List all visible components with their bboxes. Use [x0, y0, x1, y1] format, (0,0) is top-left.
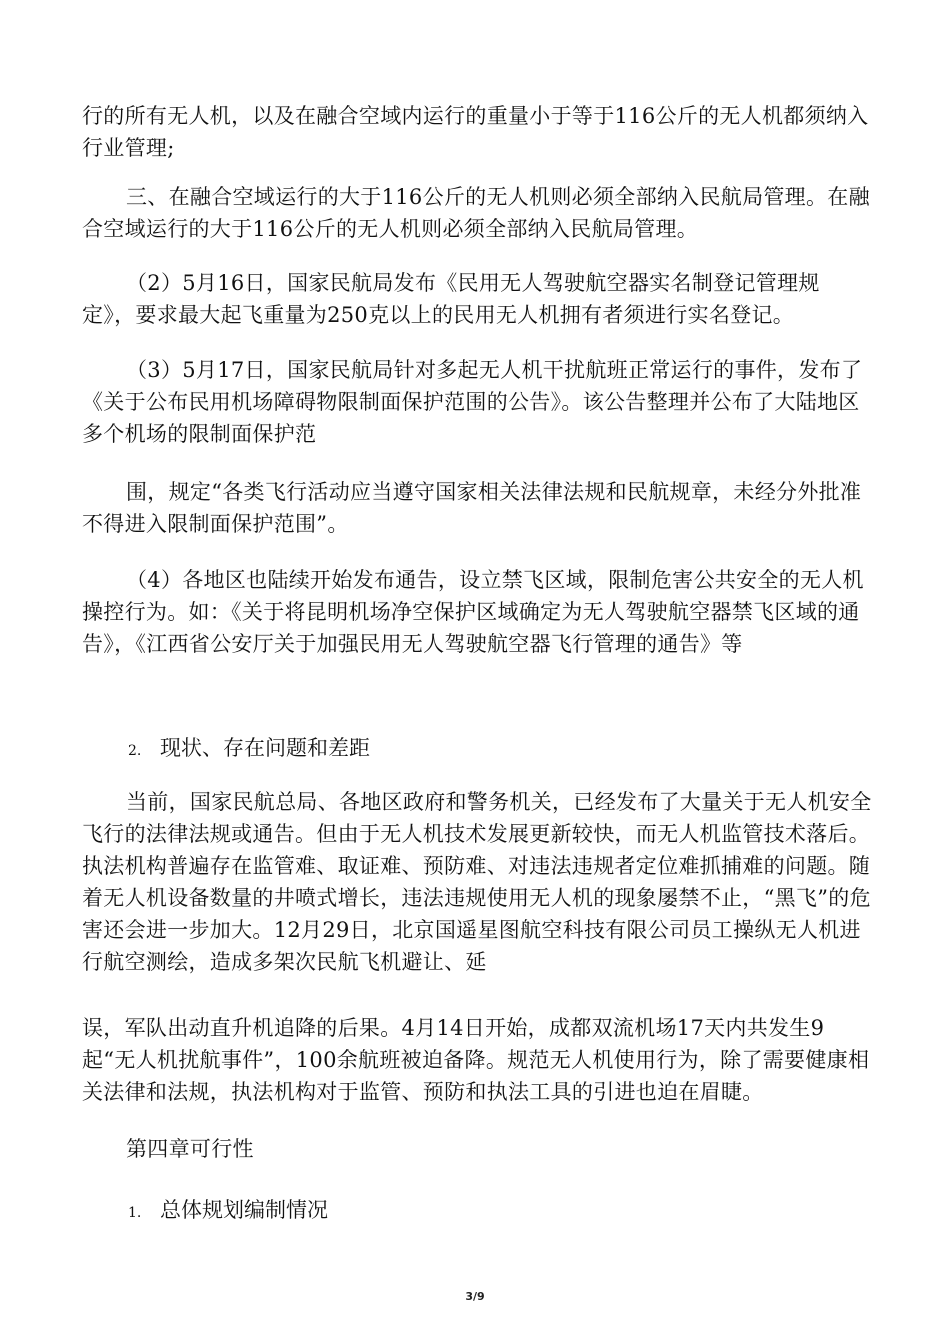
paragraph: 三、在融合空域运行的大于116公斤的无人机则必须全部纳入民航局管理。在融合空域运行的大于116公斤的无人机则必须全部纳入民航局管理。 [82, 185, 870, 241]
section-heading [128, 1194, 328, 1229]
chapter-title: 第四章可行性 [126, 1137, 254, 1161]
section-heading [128, 732, 370, 767]
heading-number: 2. [128, 743, 142, 759]
paragraph: 行的所有无人机，以及在融合空域内运行的重量小于等于116公斤的无人机都须纳入行业管理; [82, 104, 869, 160]
page-number: 3/9 [465, 1290, 485, 1303]
paragraph: 当前，国家民航总局、各地区政府和警务机关，已经发布了大量关于无人机安全飞行的法律法规或通告。但由于无人机技术发展更新较快，而无人机监管技术落后。执法机构普遍存在监管难、取证难、预防难、对违法违规者定位难抓捕难的问题。随着无人机设备数量的井喷式增长，违法违规使用无人机的现象屡禁不止，“黑飞”的危害还会进一步加大。12月29日，北京国遥星图航空科技有限公司员工操纵无人机进行航空测绘，造成多架次民航飞机避让、延 [82, 790, 872, 974]
paragraph: （2）5月16日，国家民航局发布《民用无人驾驶航空器实名制登记管理规定》，要求最大起飞重量为250克以上的民用无人机拥有者须进行实名登记。 [82, 271, 820, 327]
heading-text: 总体规划编制情况 [160, 1198, 328, 1222]
paragraph: （4）各地区也陆续开始发布通告，设立禁飞区域，限制危害公共安全的无人机操控行为。如：《关于将昆明机场净空保护区域确定为无人驾驶航空器禁飞区域的通告》，《江西省公安厅关于加强民用无人驾驶航空器飞行管理的通告》等 [82, 568, 864, 656]
heading-text: 现状、存在问题和差距 [160, 736, 370, 760]
paragraph: （3）5月17日，国家民航局针对多起无人机干扰航班正常运行的事件，发布了《关于公布民用机场障碍物限制面保护范围的公告》。该公告整理并公布了大陆地区多个机场的限制面保护范 [82, 358, 863, 446]
heading-number: 1. [128, 1205, 142, 1221]
paragraph: 围，规定“各类飞行活动应当遵守国家相关法律法规和民航规章，未经分外批准不得进入限制面保护范围”。 [82, 480, 862, 536]
paragraph: 误，军队出动直升机追降的后果。4月14日开始，成都双流机场17天内共发生9起“无人机扰航事件”，100余航班被迫备降。规范无人机使用行为，除了需要健康相关法律和法规，执法机构对于监管、预防和执法工具的引进也迫在眉睫。 [82, 1016, 870, 1104]
